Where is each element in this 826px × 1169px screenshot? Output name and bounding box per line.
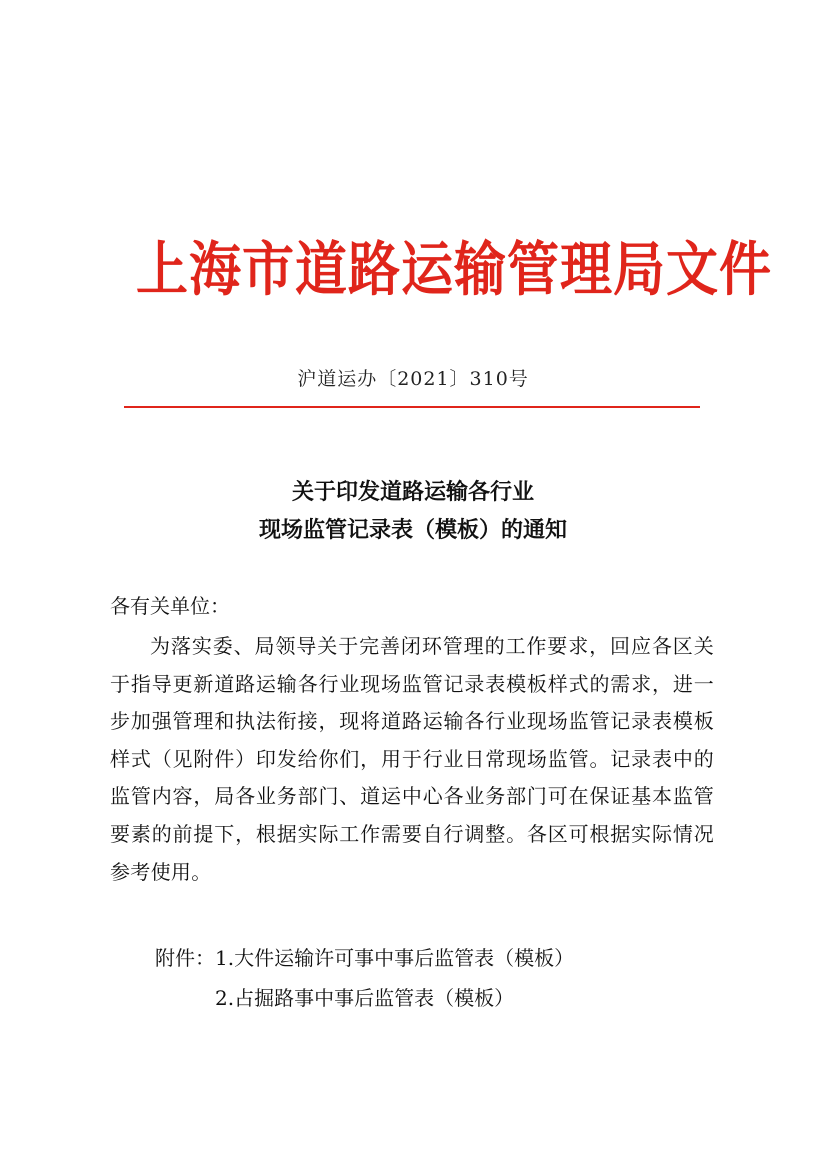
document-masthead: 上海市道路运输管理局文件: [136, 235, 773, 305]
document-title: [0, 474, 826, 550]
attachments-label: 附件：: [155, 946, 215, 970]
document-number: 沪道运办〔2021〕310号: [297, 368, 529, 390]
attachment-item-2: 2.占掘路事中事后监管表（模板）: [215, 986, 515, 1010]
title-line-2: 现场监管记录表（模板）的通知: [258, 518, 567, 543]
body-paragraph: 为落实委、局领导关于完善闭环管理的工作要求，回应各区关于指导更新道路运输各行业现场监管记录表模板样式的需求，进一步加强管理和执法衔接，现将道路运输各行业现场监管记录表模板样式（见附件）印发给你们，用于行业日常现场监管。记录表中的监管内容，局各业务部门、道运中心各业务部门可在保证基本监管要素的前提下，根据实际工作需要自行调整。各区可根据实际情况参考使用。: [110, 634, 714, 884]
attachment-row-1: [155, 938, 574, 978]
attachment-item-1: 1.大件运输许可事中事后监管表（模板）: [215, 946, 575, 970]
red-divider-line: [124, 406, 700, 408]
title-line-1: 关于印发道路运输各行业: [291, 480, 534, 505]
salutation: 各有关单位：: [110, 594, 230, 618]
attachments-list: [155, 938, 574, 1018]
attachment-row-2: [155, 978, 574, 1018]
